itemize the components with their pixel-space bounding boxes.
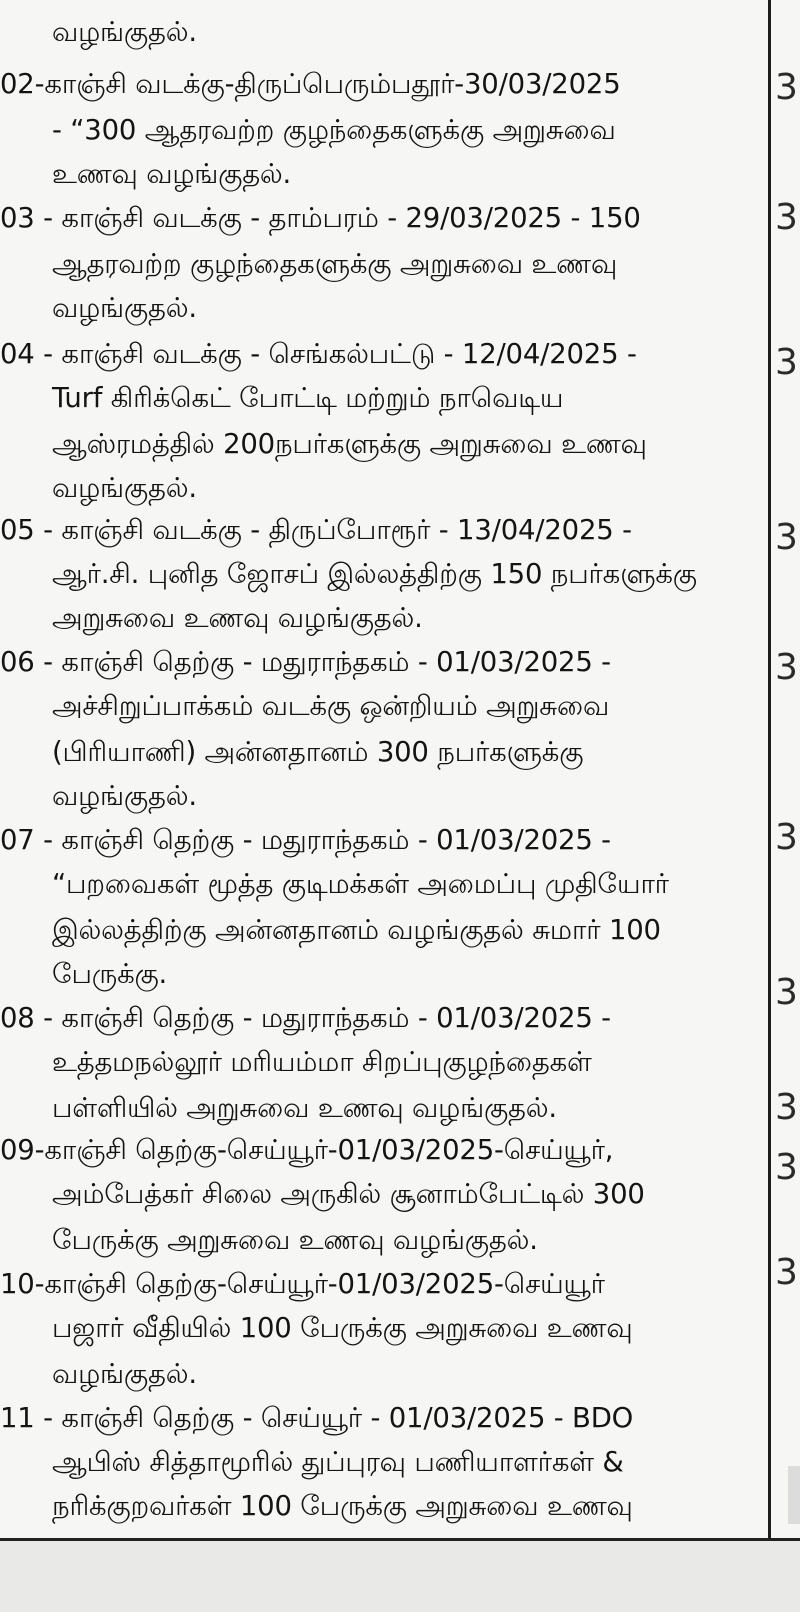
entry-heading-line: 05 - காஞ்சி வடக்கு - திருப்போரூர் - 13/04/2025 -	[0, 514, 632, 546]
cropped-column-glyph: 3	[775, 1087, 798, 1128]
body-text-line: ஆஸ்ரமத்தில் 200நபர்களுக்கு அறுசுவை உணவு	[52, 428, 647, 460]
entry-heading-line: 08 - காஞ்சி தெற்கு - மதுராந்தகம் - 01/03/2025 -	[0, 1002, 611, 1034]
body-text-line: பேருக்கு அறுசுவை உணவு வழங்குதல்.	[52, 1224, 538, 1256]
right-column-edge	[771, 0, 800, 1538]
body-text-line: ஆதரவற்ற குழந்தைகளுக்கு அறுசுவை உணவு	[52, 248, 618, 280]
body-text-line: அறுசுவை உணவு வழங்குதல்.	[52, 602, 423, 634]
body-text-line: இல்லத்திற்கு அன்னதானம் வழங்குதல் சுமார் 100	[52, 914, 661, 946]
entry-heading-line: 11 - காஞ்சி தெற்கு - செய்யூர் - 01/03/2025 - BDO	[0, 1402, 634, 1434]
bottom-margin	[0, 1541, 800, 1612]
body-text-line: அம்பேத்கர் சிலை அருகில் சூனாம்பேட்டில் 300	[52, 1178, 645, 1210]
body-text-line: ஆபிஸ் சித்தாமூரில் துப்புரவு பணியாளர்கள் &	[52, 1446, 624, 1478]
entry-heading-line: 06 - காஞ்சி தெற்கு - மதுராந்தகம் - 01/03/2025 -	[0, 646, 611, 678]
cropped-column-glyph: 3	[775, 1252, 798, 1293]
body-text-line: வழங்குதல்.	[52, 292, 197, 324]
body-text-line: - “300 ஆதரவற்ற குழந்தைகளுக்கு அறுசுவை	[52, 114, 616, 146]
body-text-line: அச்சிறுப்பாக்கம் வடக்கு ஒன்றியம் அறுசுவை	[52, 690, 610, 722]
entry-heading-line: 07 - காஞ்சி தெற்கு - மதுராந்தகம் - 01/03/2025 -	[0, 824, 611, 856]
body-text-line: Turf கிரிக்கெட் போட்டி மற்றும் நாவெடிய	[52, 382, 564, 414]
body-text-line: பேருக்கு.	[52, 958, 168, 990]
body-text-line: வழங்குதல்.	[52, 780, 197, 812]
body-text-line: வழங்குதல்.	[52, 1358, 197, 1390]
right-edge-block	[788, 1466, 800, 1524]
entry-heading-line: 09-காஞ்சி தெற்கு-செய்யூர்-01/03/2025-செய்யூர்,	[0, 1134, 614, 1166]
body-text-line: வழங்குதல்.	[52, 472, 197, 504]
cropped-column-glyph: 3	[775, 1147, 798, 1188]
cropped-column-glyph: 3	[775, 817, 798, 858]
cropped-column-glyph: 3	[775, 197, 798, 238]
body-text-line: “பறவைகள் மூத்த குடிமக்கள் அமைப்பு முதியோர்	[52, 868, 669, 900]
body-text-line: பள்ளியில் அறுசுவை உணவு வழங்குதல்.	[52, 1092, 557, 1124]
body-text-line: பஜார் வீதியில் 100 பேருக்கு அறுசுவை உணவு	[52, 1312, 633, 1344]
body-text-line: வழங்குதல்.	[52, 16, 197, 48]
body-text-line: உணவு வழங்குதல்.	[52, 158, 292, 190]
cropped-column-glyph: 3	[775, 647, 798, 688]
cropped-column-glyph: 3	[775, 972, 798, 1013]
cropped-column-glyph: 3	[775, 517, 798, 558]
cropped-column-glyph: 3	[775, 342, 798, 383]
entry-heading-line: 02-காஞ்சி வடக்கு-திருப்பெரும்பதூர்-30/03/2025	[0, 68, 621, 100]
body-text-line: ஆர்.சி. புனித ஜோசப் இல்லத்திற்கு 150 நபர்களுக்கு	[52, 558, 697, 590]
body-text-line: (பிரியாணி) அன்னதானம் 300 நபர்களுக்கு	[52, 736, 584, 768]
body-text-line: உத்தமநல்லூர் மரியம்மா சிறப்புகுழந்தைகள்	[52, 1046, 592, 1078]
entry-heading-line: 03 - காஞ்சி வடக்கு - தாம்பரம் - 29/03/2025 - 150	[0, 202, 641, 234]
entry-heading-line: 04 - காஞ்சி வடக்கு - செங்கல்பட்டு - 12/04/2025 -	[0, 338, 637, 370]
cropped-column-glyph: 3	[775, 67, 798, 108]
body-text-line: நரிக்குறவர்கள் 100 பேருக்கு அறுசுவை உணவு	[52, 1490, 633, 1522]
entry-heading-line: 10-காஞ்சி தெற்கு-செய்யூர்-01/03/2025-செய்யூர்	[0, 1268, 605, 1300]
